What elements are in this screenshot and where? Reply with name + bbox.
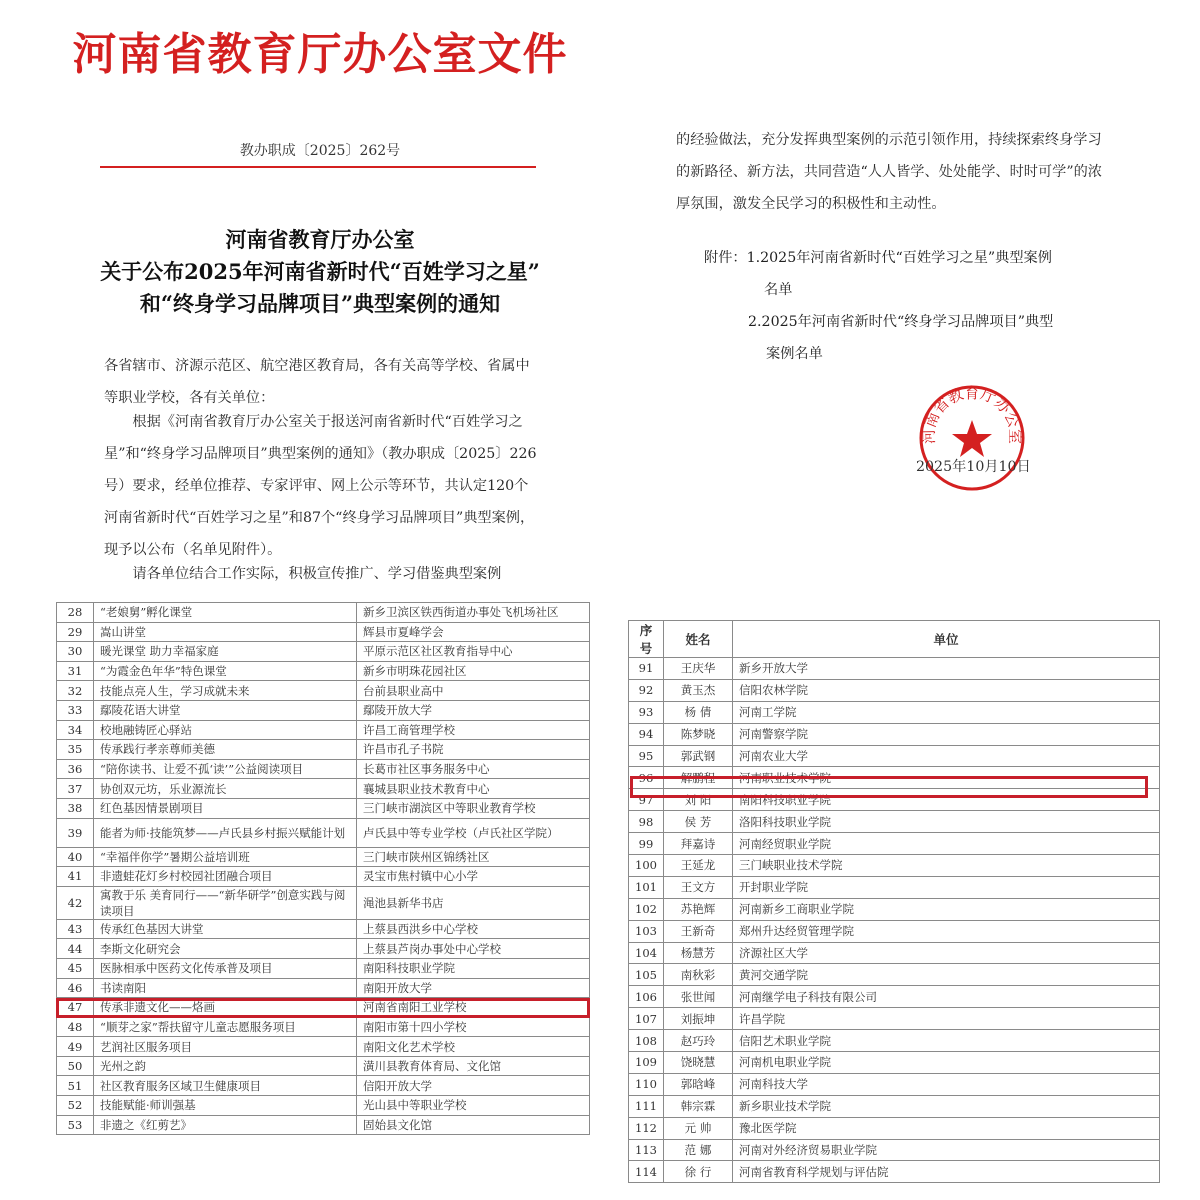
star-no-cell: 108 [629,1030,664,1052]
table-row [629,1139,1160,1161]
project-name-cell: 光州之韵 [94,1056,357,1076]
star-name-cell: 杨 倩 [664,701,733,723]
table-row [57,1056,590,1076]
table-row [57,720,590,740]
attachment-item-1-text: 1.2025年河南省新时代“百姓学习之星”典型案例 [746,250,1052,266]
star-no-cell: 106 [629,986,664,1008]
project-no-cell: 30 [57,642,94,662]
project-no-cell: 34 [57,720,94,740]
attachment-item-2 [748,306,1128,370]
notice-title-line-1: 河南省教育厅办公室 [225,227,415,252]
star-name-cell: 元 帅 [664,1117,733,1139]
table-row [57,700,590,720]
project-no-cell: 32 [57,681,94,701]
project-no-cell: 35 [57,740,94,760]
project-no-cell: 39 [57,818,94,847]
table-row [57,1115,590,1135]
notice-addressee: 各省辖市、济源示范区、航空港区教育局，各有关高等学校、省属中等职业学校，各有关单位： [104,358,530,406]
header-no: 序号 [629,621,664,658]
star-name-cell: 解鹏程 [664,767,733,789]
table-row [629,811,1160,833]
attachment-label: 附件： [704,250,747,266]
stars-table [628,620,1160,1183]
project-unit-cell: 上蔡县西洪乡中心学校 [357,919,590,939]
star-unit-cell: 河南新乡工商职业学院 [733,898,1160,920]
project-unit-cell: 三门峡市湖滨区中等职业教育学校 [357,798,590,818]
star-no-cell: 92 [629,679,664,701]
star-no-cell: 102 [629,898,664,920]
star-name-cell: 郭武钢 [664,745,733,767]
table-row [629,855,1160,877]
project-no-cell: 40 [57,847,94,867]
star-no-cell: 93 [629,701,664,723]
table-row [629,767,1160,789]
projects-table-crop [56,602,590,1168]
table-row [57,1076,590,1096]
project-no-cell: 49 [57,1037,94,1057]
table-row [57,779,590,799]
project-name-cell: 李斯文化研究会 [94,939,357,959]
star-name-cell: 张世闻 [664,986,733,1008]
project-no-cell: 50 [57,1056,94,1076]
project-no-cell: 46 [57,978,94,998]
project-unit-cell: 三门峡市陕州区锦绣社区 [357,847,590,867]
project-name-cell: “为霞金色年华”特色课堂 [94,661,357,681]
star-no-cell: 97 [629,789,664,811]
project-unit-cell: 卢氏县中等专业学校（卢氏社区学院） [357,818,590,847]
table-row [629,745,1160,767]
stars-table-crop [628,620,1160,1179]
table-row [57,1037,590,1057]
star-name-cell: 南秋彩 [664,964,733,986]
project-name-cell: 红色基因情景剧项目 [94,798,357,818]
table-row [629,1117,1160,1139]
star-no-cell: 113 [629,1139,664,1161]
star-no-cell: 91 [629,658,664,680]
star-unit-cell: 豫北医学院 [733,1117,1160,1139]
project-unit-cell: 光山县中等职业学校 [357,1096,590,1116]
project-unit-cell: 灵宝市焦村镇中心小学 [357,867,590,887]
table-row [57,847,590,867]
star-name-cell: 拜嘉诗 [664,833,733,855]
table-row [629,1052,1160,1074]
project-unit-cell: 辉县市夏峰学会 [357,622,590,642]
table-row [629,986,1160,1008]
notice-body-paragraph-2: 请各单位结合工作实际，积极宣传推广、学习借鉴典型案例 [132,566,502,582]
table-row [629,942,1160,964]
seal-text: 河南省教育厅办公室 [919,384,1025,445]
project-unit-cell: 河南省南阳工业学校 [357,998,590,1018]
project-name-cell: 书读南阳 [94,978,357,998]
table-row [629,964,1160,986]
notice-title-line-2: 关于公布2025年河南省新时代“百姓学习之星” [100,259,540,284]
star-unit-cell: 开封职业学院 [733,876,1160,898]
star-unit-cell: 信阳艺术职业学院 [733,1030,1160,1052]
star-no-cell: 101 [629,876,664,898]
project-name-cell: 社区教育服务区域卫生健康项目 [94,1076,357,1096]
table-row [57,740,590,760]
project-unit-cell: 台前县职业高中 [357,681,590,701]
header-name: 姓名 [664,621,733,658]
star-name-cell: 王新奇 [664,920,733,942]
star-no-cell: 107 [629,1008,664,1030]
star-name-cell: 杨慧芳 [664,942,733,964]
table-row [629,833,1160,855]
table-row [57,622,590,642]
project-unit-cell: 南阳市第十四小学校 [357,1017,590,1037]
project-name-cell: 校地融铸匠心驿站 [94,720,357,740]
table-row [629,701,1160,723]
project-no-cell: 38 [57,798,94,818]
star-name-cell: 范 娜 [664,1139,733,1161]
project-unit-cell: 许昌工商管理学校 [357,720,590,740]
project-no-cell: 42 [57,886,94,919]
project-unit-cell: 上蔡县芦岗办事处中心学校 [357,939,590,959]
project-no-cell: 36 [57,759,94,779]
star-unit-cell: 许昌学院 [733,1008,1160,1030]
project-name-cell: “陪你读书、让爱不孤‘读’”公益阅读项目 [94,759,357,779]
star-no-cell: 110 [629,1073,664,1095]
table-row [57,759,590,779]
star-no-cell: 96 [629,767,664,789]
star-name-cell: 郭晗峰 [664,1073,733,1095]
star-unit-cell: 河南对外经济贸易职业学院 [733,1139,1160,1161]
document-number: 教办职成〔2025〕262号 [239,143,401,159]
star-unit-cell: 新乡开放大学 [733,658,1160,680]
star-no-cell: 105 [629,964,664,986]
project-name-cell: 能者为师·技能筑梦——卢氏县乡村振兴赋能计划 [94,818,357,847]
attachment-item-2-text: 2.2025年河南省新时代“终身学习品牌项目”典型 [748,314,1054,330]
project-no-cell: 37 [57,779,94,799]
attachment-item-1-cont: 名单 [764,282,793,298]
table-row [57,661,590,681]
table-row [57,939,590,959]
star-unit-cell: 河南机电职业学院 [733,1052,1160,1074]
star-unit-cell: 新乡职业技术学院 [733,1095,1160,1117]
table-row [57,1096,590,1116]
table-row [57,798,590,818]
project-unit-cell: 信阳开放大学 [357,1076,590,1096]
attachment-item-1 [704,242,1124,306]
table-row [629,723,1160,745]
star-no-cell: 104 [629,942,664,964]
project-no-cell: 47 [57,998,94,1018]
star-name-cell: 苏艳辉 [664,898,733,920]
project-name-cell: “幸福伴你学”暑期公益培训班 [94,847,357,867]
star-no-cell: 114 [629,1161,664,1183]
table-row [629,1095,1160,1117]
star-name-cell: 韩宗霖 [664,1095,733,1117]
project-no-cell: 43 [57,919,94,939]
table-row [629,1073,1160,1095]
star-no-cell: 98 [629,811,664,833]
table-row [629,920,1160,942]
star-unit-cell: 郑州升达经贸管理学院 [733,920,1160,942]
project-no-cell: 29 [57,622,94,642]
star-unit-cell: 河南经贸职业学院 [733,833,1160,855]
notice-body-paragraph: 根据《河南省教育厅办公室关于报送河南省新时代“百姓学习之星”和“终身学习品牌项目”典型案例的通知》（教办职成〔2025〕226号）要求，经单位推荐、专家评审、网上公示等环节，共认定120个河南省新时代“百姓学习之星”和87个“终身学习品牌项目”典型案例，现予以公布（名单见附件）。 [104,414,537,558]
project-name-cell: 医脉相承中医药文化传承普及项目 [94,958,357,978]
project-name-cell: 传承非遗文化——烙画 [94,998,357,1018]
star-unit-cell: 河南工学院 [733,701,1160,723]
star-unit-cell: 河南继学电子科技有限公司 [733,986,1160,1008]
star-no-cell: 109 [629,1052,664,1074]
project-unit-cell: 新乡市明珠花园社区 [357,661,590,681]
project-no-cell: 52 [57,1096,94,1116]
star-name-cell: 黄玉杰 [664,679,733,701]
project-name-cell: 寓教于乐 美育同行——“新华研学”创意实践与阅读项目 [94,886,357,919]
star-name-cell: 徐 行 [664,1161,733,1183]
document-header-title: 河南省教育厅办公室文件 [72,29,568,80]
project-name-cell: “顺芽之家”帮扶留守儿童志愿服务项目 [94,1017,357,1037]
table-row [57,867,590,887]
star-unit-cell: 信阳农林学院 [733,679,1160,701]
star-name-cell: 刘振坤 [664,1008,733,1030]
notice-continuation-paragraph: 的经验做法，充分发挥典型案例的示范引领作用，持续探索终身学习的新路径、新方法，共同营造“人人皆学、处处能学、时时可学”的浓厚氛围，激发全民学习的积极性和主动性。 [676,132,1102,212]
project-name-cell: 传承红色基因大讲堂 [94,919,357,939]
star-no-cell: 95 [629,745,664,767]
table-row [57,681,590,701]
star-unit-cell: 河南警察学院 [733,723,1160,745]
project-name-cell: 艺润社区服务项目 [94,1037,357,1057]
project-no-cell: 33 [57,700,94,720]
project-unit-cell: 长葛市社区事务服务中心 [357,759,590,779]
project-unit-cell: 南阳文化艺术学校 [357,1037,590,1057]
table-row [57,958,590,978]
star-no-cell: 100 [629,855,664,877]
table-row [629,1030,1160,1052]
star-name-cell: 王延龙 [664,855,733,877]
table-row [57,886,590,919]
project-unit-cell: 南阳科技职业学院 [357,958,590,978]
star-name-cell: 饶晓慧 [664,1052,733,1074]
project-unit-cell: 许昌市孔子书院 [357,740,590,760]
stars-table-header-row [629,621,1160,658]
table-row [57,978,590,998]
star-unit-cell: 河南农业大学 [733,745,1160,767]
project-name-cell: 协创双元坊，乐业源流长 [94,779,357,799]
notice-title [60,224,580,320]
seal-date: 2025年10月10日 [916,459,1031,475]
project-no-cell: 31 [57,661,94,681]
project-unit-cell: 平原示范区社区教育指导中心 [357,642,590,662]
project-name-cell: 非遗之《红剪艺》 [94,1115,357,1135]
notice-title-line-3: 和“终身学习品牌项目”典型案例的通知 [139,291,501,316]
star-unit-cell: 济源社区大学 [733,942,1160,964]
star-unit-cell: 三门峡职业技术学院 [733,855,1160,877]
project-name-cell: 嵩山讲堂 [94,622,357,642]
project-name-cell: 暖光课堂 助力幸福家庭 [94,642,357,662]
star-name-cell: 王庆华 [664,658,733,680]
star-no-cell: 112 [629,1117,664,1139]
project-unit-cell: 潢川县教育体育局、文化馆 [357,1056,590,1076]
project-unit-cell: 新乡卫滨区铁西街道办事处飞机场社区 [357,603,590,623]
table-row [57,642,590,662]
table-row [57,998,590,1018]
project-name-cell: 非遗蛙花灯乡村校园社团融合项目 [94,867,357,887]
project-name-cell: 鄢陵花语大讲堂 [94,700,357,720]
project-no-cell: 41 [57,867,94,887]
table-row [629,789,1160,811]
star-no-cell: 94 [629,723,664,745]
project-unit-cell: 襄城县职业技术教育中心 [357,779,590,799]
table-row [629,876,1160,898]
project-name-cell: 传承践行孝亲尊师美德 [94,740,357,760]
star-unit-cell: 河南省教育科学规划与评估院 [733,1161,1160,1183]
star-unit-cell: 黄河交通学院 [733,964,1160,986]
project-unit-cell: 渑池县新华书店 [357,886,590,919]
red-divider-line [100,166,536,168]
table-row [57,603,590,623]
project-name-cell: 技能点亮人生，学习成就未来 [94,681,357,701]
project-unit-cell: 南阳开放大学 [357,978,590,998]
star-name-cell: 刘 阳 [664,789,733,811]
project-no-cell: 28 [57,603,94,623]
table-row [629,1161,1160,1183]
project-no-cell: 44 [57,939,94,959]
table-row [57,1017,590,1037]
table-row [629,1008,1160,1030]
star-unit-cell: 河南职业技术学院 [733,767,1160,789]
projects-table [56,602,590,1135]
star-unit-cell: 河南科技大学 [733,1073,1160,1095]
table-row [629,679,1160,701]
project-unit-cell: 鄢陵开放大学 [357,700,590,720]
project-no-cell: 48 [57,1017,94,1037]
project-name-cell: 技能赋能·师训强基 [94,1096,357,1116]
star-name-cell: 陈梦晓 [664,723,733,745]
table-row [57,919,590,939]
header-unit: 单位 [733,621,1160,658]
star-name-cell: 侯 芳 [664,811,733,833]
project-no-cell: 53 [57,1115,94,1135]
table-row [629,898,1160,920]
project-no-cell: 51 [57,1076,94,1096]
star-name-cell: 赵巧玲 [664,1030,733,1052]
star-unit-cell: 南阳科技职业学院 [733,789,1160,811]
star-no-cell: 99 [629,833,664,855]
star-no-cell: 111 [629,1095,664,1117]
star-no-cell: 103 [629,920,664,942]
attachment-item-2-cont: 案例名单 [766,346,823,362]
project-name-cell: “老娘舅”孵化课堂 [94,603,357,623]
table-row [57,818,590,847]
project-unit-cell: 固始县文化馆 [357,1115,590,1135]
project-no-cell: 45 [57,958,94,978]
table-row [629,658,1160,680]
star-name-cell: 王文方 [664,876,733,898]
star-unit-cell: 洛阳科技职业学院 [733,811,1160,833]
